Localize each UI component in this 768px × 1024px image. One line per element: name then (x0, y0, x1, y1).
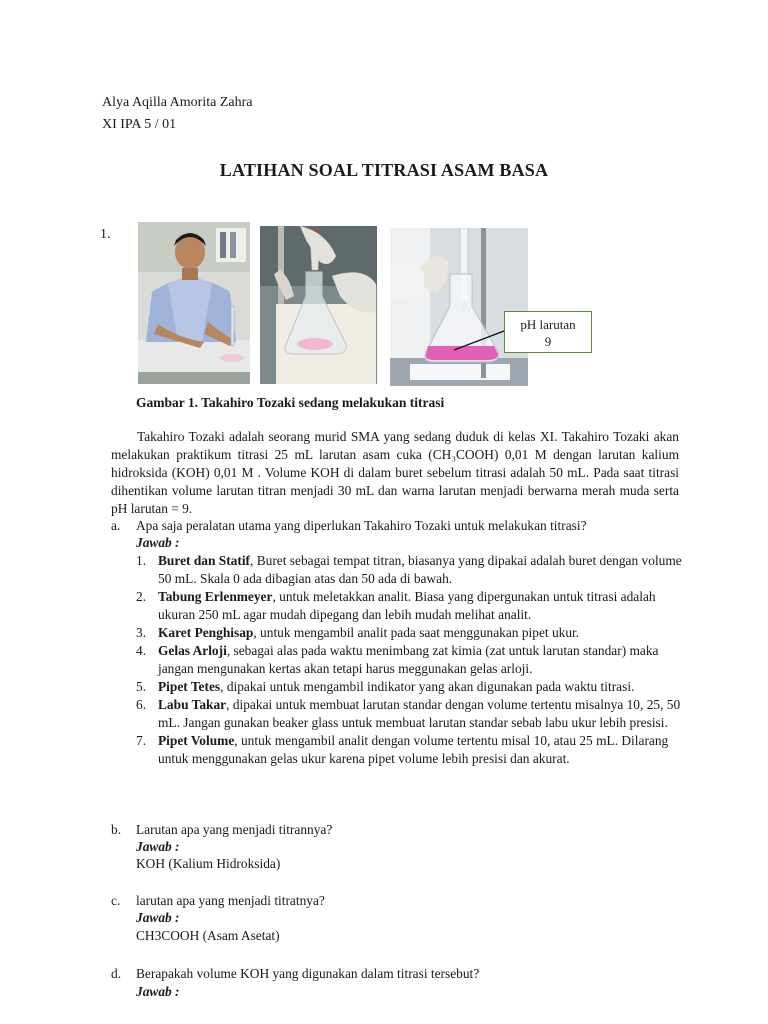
equipment-number: 6. (136, 697, 147, 712)
equipment-description: , dipakai untuk mengambil indikator yang akan digunakan pada waktu titrasi. (220, 679, 635, 694)
equipment-description: , dipakai untuk membuat larutan standar dengan volume tertentu misalnya 10, 25, 50 mL. Jangan gunakan beaker glass untuk membuat larutan standar sebab labu ukur lebih presisi. (158, 697, 681, 730)
equipment-name: Pipet Volume (158, 733, 235, 748)
equipment-item (136, 732, 686, 768)
equipment-name: Gelas Arloji (158, 643, 227, 658)
equipment-number: 5. (136, 679, 147, 694)
jawab-label-d: Jawab : (136, 984, 180, 999)
question-a-text: Apa saja peralatan utama yang diperlukan Takahiro Tozaki untuk melakukan titrasi? (136, 518, 587, 533)
equipment-description: , untuk mengambil analit dengan volume tertentu misal 10, atau 25 mL. Dilarang untuk menggunakan gelas ukur karena pipet volume lebih presisi dan akurat. (158, 733, 669, 766)
equipment-name: Pipet Tetes (158, 679, 221, 694)
equipment-item (136, 624, 686, 642)
jawab-label-c: Jawab : (136, 910, 180, 925)
answer-c: CH3COOH (Asam Asetat) (136, 928, 280, 943)
equipment-number: 1. (136, 553, 147, 568)
equipment-description: , untuk meletakkan analit. Biasa yang dipergunakan untuk titrasi adalah ukuran 250 mL agar mudah dipegang dan lebih mudah melihat analit. (158, 589, 656, 622)
equipment-item (136, 678, 686, 696)
question-d-letter: d. (111, 966, 122, 981)
photo-dropping-indicator (260, 226, 377, 384)
page-title: LATIHAN SOAL TITRASI ASAM BASA (219, 160, 549, 180)
author-class: XI IPA 5 / 01 (102, 117, 177, 132)
equipment-number: 4. (136, 643, 147, 658)
equipment-description: , untuk mengambil analit pada saat menggunakan pipet ukur. (253, 625, 580, 640)
ph-callout-value: 9 (544, 334, 552, 349)
question-c-letter: c. (111, 893, 121, 908)
equipment-name: Tabung Erlenmeyer (158, 589, 273, 604)
question-c (111, 892, 671, 910)
jawab-label-a: Jawab : (136, 535, 180, 550)
equipment-item (136, 642, 686, 678)
question-b-letter: b. (111, 822, 122, 837)
question-b-text: Larutan apa yang menjadi titrannya? (136, 822, 333, 837)
question-c-text: larutan apa yang menjadi titratnya? (136, 893, 325, 908)
photo-burette-flask (390, 228, 528, 386)
question-number: 1. (100, 227, 111, 242)
jawab-label-b: Jawab : (136, 839, 180, 854)
equipment-item (136, 696, 686, 732)
problem-text: Takahiro Tozaki adalah seorang murid SMA yang sedang duduk di kelas XI. Takahiro Tozaki akan melakukan praktikum titrasi 25 mL larutan asam cuka (CH₃COOH) 0,01 M dengan larutan kalium hidroksida (KOH) 0,01 M . Volume KOH di dalam buret sebelum titrasi adalah 50 mL. Pada saat titrasi dihentikan volume larutan titran menjadi 30 mL dan warna larutan menjadi berwarna merah muda serta pH larutan = 9. (111, 429, 679, 516)
equipment-list (136, 552, 686, 768)
question-a (111, 517, 671, 535)
equipment-description: , sebagai alas pada waktu menimbang zat kimia (zat untuk larutan standar) maka jangan mengunakan kertas akan tetapi harus meggunakan gelas arloji. (158, 643, 659, 676)
author-name: Alya Aqilla Amorita Zahra (102, 95, 253, 110)
question-a-letter: a. (111, 518, 121, 533)
question-d-text: Berapakah volume KOH yang digunakan dalam titrasi tersebut? (136, 966, 480, 981)
equipment-number: 7. (136, 733, 147, 748)
equipment-description: , Buret sebagai tempat titran, biasanya yang dipakai adalah buret dengan volume 50 mL. Skala 0 ada dibagian atas dan 50 ada di bawah. (158, 553, 682, 586)
figure-caption: Gambar 1. Takahiro Tozaki sedang melakukan titrasi (136, 395, 445, 410)
equipment-number: 3. (136, 625, 147, 640)
problem-paragraph (111, 428, 679, 518)
equipment-name: Labu Takar (158, 697, 227, 712)
question-b (111, 821, 671, 839)
ph-callout-label: pH larutan (520, 317, 576, 332)
answer-b: KOH (Kalium Hidroksida) (136, 856, 281, 871)
equipment-name: Karet Penghisap (158, 625, 254, 640)
equipment-item (136, 552, 686, 588)
ph-callout-box (504, 311, 592, 353)
equipment-number: 2. (136, 589, 147, 604)
question-d (111, 965, 671, 983)
equipment-name: Buret dan Statif (158, 553, 251, 568)
equipment-item (136, 588, 686, 624)
photo-student-titration (138, 222, 250, 384)
